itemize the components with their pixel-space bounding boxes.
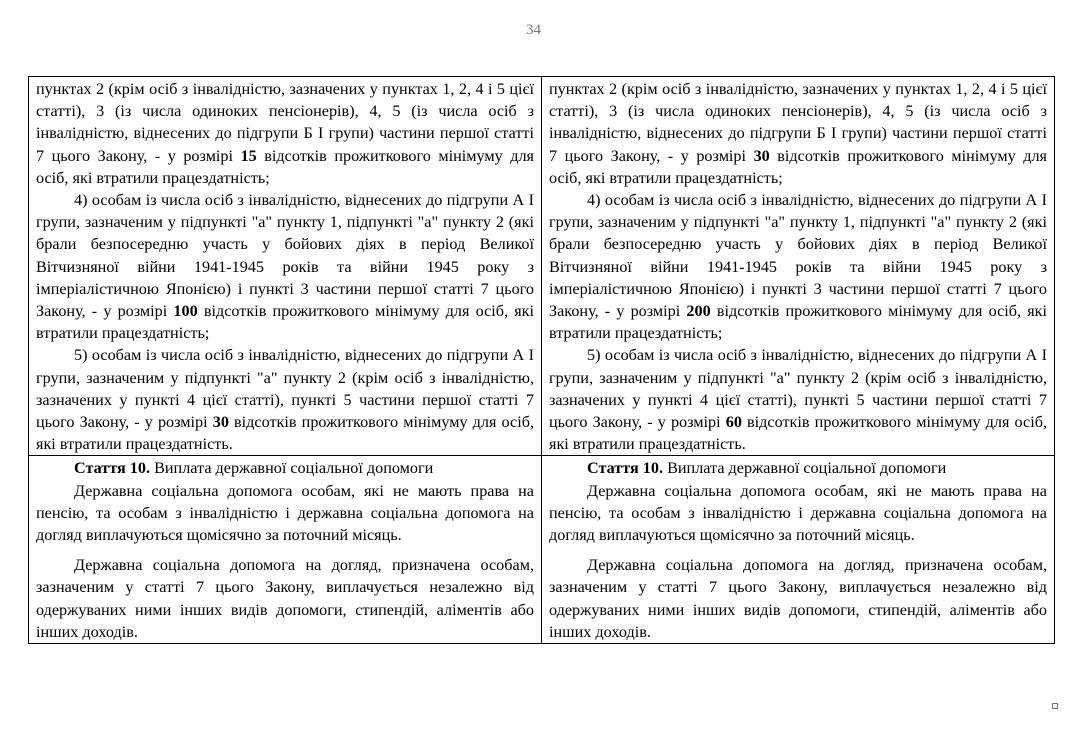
paragraph-text: відсотків прожиткового мінімуму для осіб, які втратили працездатність. — [549, 413, 1047, 454]
paragraph-text: 4) особам із числа осіб з інвалідністю, віднесених до підгрупи А І групи, зазначеним у підпункті "а" пункту 1, підпункті "а" пункту 2 (які брали безпосередню участь у бойових діях в період Великої Вітчизняної війни 1941-1945 років та війни 1945 року з імперіалістичною Японією) і пункті 3 частини першої статті 7 цього Закону, - у розмірі — [549, 191, 1047, 321]
paragraph-text: відсотків прожиткового мінімуму для осіб, які втратили працездатність. — [36, 413, 534, 454]
paragraph-item-5 — [549, 344, 1047, 455]
amount-value: 30 — [212, 413, 229, 432]
amount-value: 200 — [686, 302, 711, 321]
article-title: Виплата державної соціальної допомоги — [150, 459, 434, 478]
paragraph-item-4 — [36, 189, 534, 344]
paragraph-item-3 — [36, 78, 534, 189]
left-cell-article-10 — [29, 456, 542, 644]
article-label: Стаття 10. — [587, 459, 664, 478]
paragraph-item-5 — [36, 344, 534, 455]
article-heading — [36, 457, 534, 479]
paragraph-text: відсотків прожиткового мінімуму для осіб, які втратили працездатність; — [549, 302, 1047, 343]
paragraph-text: 4) особам із числа осіб з інвалідністю, віднесених до підгрупи А І групи, зазначеним у підпункті "а" пункту 1, підпункті "а" пункту 2 (які брали безпосередню участь у бойових діях в період Великої Вітчизняної війни 1941-1945 років та війни 1945 року з імперіалістичною Японією) і пункті 3 частини першої статті 7 цього Закону, - у розмірі — [36, 191, 534, 321]
paragraph-text: пунктах 2 (крім осіб з інвалідністю, зазначених у пунктах 1, 2, 4 і 5 цієї статті), 3 (із числа одиноких пенсіонерів), 4, 5 (із числа осіб з інвалідністю, віднесених до підгрупи Б І групи) частини першої статті 7 цього Закону, - у розмірі — [549, 80, 1047, 165]
amount-value: 30 — [753, 146, 770, 165]
comparison-table — [28, 76, 1055, 644]
paragraph-text: пунктах 2 (крім осіб з інвалідністю, зазначених у пунктах 1, 2, 4 і 5 цієї статті), 3 (із числа одиноких пенсіонерів), 4, 5 (із числа осіб з інвалідністю, віднесених до підгрупи Б І групи) частини першої статті 7 цього Закону, - у розмірі — [36, 80, 534, 165]
table-row — [29, 77, 1055, 456]
paragraph-text: відсотків прожиткового мінімуму для осіб, які втратили працездатність; — [36, 302, 534, 343]
paragraph-text: 5) особам із числа осіб з інвалідністю, віднесених до підгрупи А І групи, зазначеним у підпункті "а" пункту 2 (крім осіб з інвалідністю, зазначених у пункті 4 цієї статті), пункті 5 частини першої статті 7 цього Закону, - у розмірі — [36, 346, 534, 432]
right-cell-amounts — [542, 77, 1055, 456]
paragraph-text: Державна соціальна допомога на догляд, призначена особам, зазначеним у статті 7 цього Закону, виплачується незалежно від одержуваних ними інших видів допомоги, стипендій, аліментів або інших доходів. — [36, 556, 534, 641]
amount-value: 60 — [725, 413, 742, 432]
right-cell-article-10 — [542, 456, 1055, 644]
article-label: Стаття 10. — [74, 459, 151, 478]
article-heading — [549, 457, 1047, 479]
paragraph-text: відсотків прожиткового мінімуму для осіб, які втратили працездатність; — [36, 146, 534, 187]
left-cell-amounts — [29, 77, 542, 456]
paragraph-item-3 — [549, 78, 1047, 189]
table-resize-handle[interactable] — [1052, 703, 1058, 709]
amount-value: 100 — [173, 302, 198, 321]
table-row — [29, 456, 1055, 644]
paragraph-text: Державна соціальна допомога на догляд, призначена особам, зазначеним у статті 7 цього Закону, виплачується незалежно від одержуваних ними інших видів допомоги, стипендій, аліментів або інших доходів. — [549, 556, 1047, 641]
page-number: 34 — [526, 22, 541, 38]
paragraph-text: відсотків прожиткового мінімуму для осіб, які втратили працездатність; — [549, 146, 1047, 187]
paragraph-text: Державна соціальна допомога особам, які не мають права на пенсію, та особам з інвалідністю і державна соціальна допомога на догляд виплачуються щомісячно за поточний місяць. — [549, 481, 1047, 545]
article-title: Виплата державної соціальної допомоги — [663, 459, 947, 478]
paragraph-text: Державна соціальна допомога особам, які не мають права на пенсію, та особам з інвалідністю і державна соціальна допомога на догляд виплачуються щомісячно за поточний місяць. — [36, 481, 534, 545]
paragraph-item-4 — [549, 189, 1047, 344]
paragraph-text: 5) особам із числа осіб з інвалідністю, віднесених до підгрупи А І групи, зазначеним у підпункті "а" пункту 2 (крім осіб з інвалідністю, зазначених у пункті 4 цієї статті), пункті 5 частини першої статті 7 цього Закону, - у розмірі — [549, 346, 1047, 432]
amount-value: 15 — [240, 146, 257, 165]
